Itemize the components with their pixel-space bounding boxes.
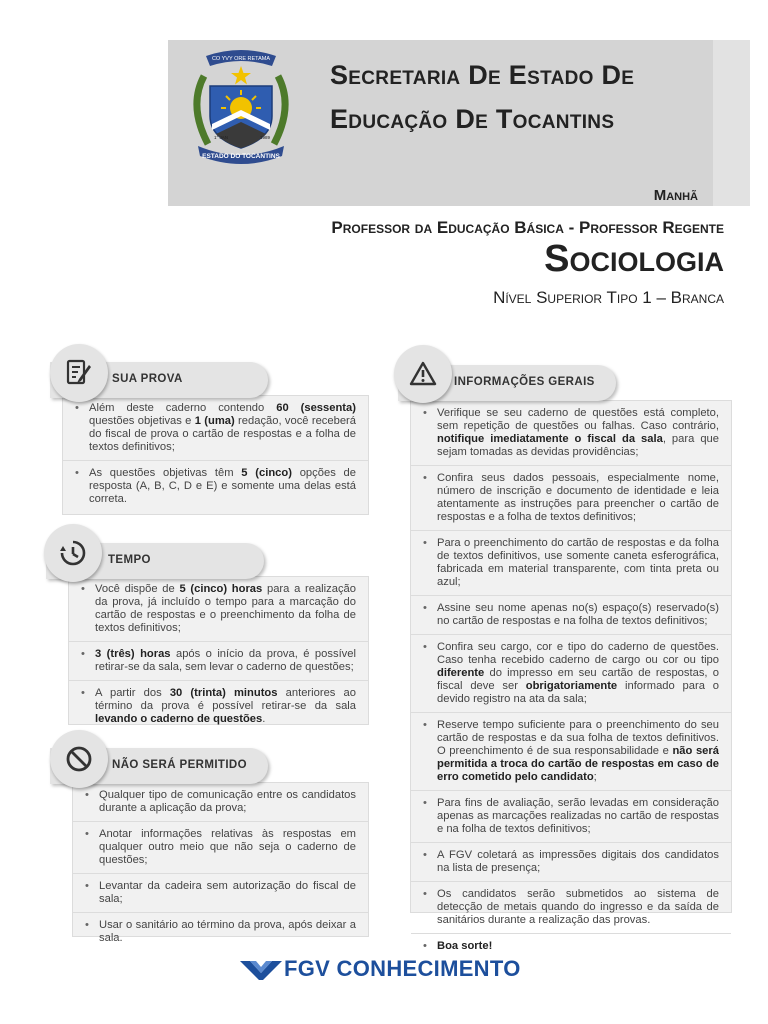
exam-level-type: Nível Superior Tipo 1 – Branca [493,288,724,307]
nao-permitido-title: NÃO SERÁ PERMITIDO [112,759,247,771]
sua-prova-list [63,396,368,512]
list-item: • Você dispõe de 5 (cinco) horas para a realização da prova, já incluído o tempo para a marcação do cartão de respostas e o preenchimento da folha de textos definitivos; [69,577,368,642]
prohibited-icon [65,745,93,773]
list-item: • As questões objetivas têm 5 (cinco) opções de resposta (A, B, C, D e E) e somente uma delas está correta. [63,461,368,512]
nao-permitido-icon-badge [50,730,108,788]
list-item: • Os candidatos serão submetidos ao sistema de detecção de metais quando do ingresso e da saída de sanitários durante a realização das provas. [411,882,731,934]
sua-prova-title: SUA PROVA [112,373,183,385]
informacoes-list [411,401,731,959]
list-item: • A partir dos 30 (trinta) minutos anteriores ao término da prova é possível retirar-se da sala levando o caderno de questões. [69,681,368,732]
fgv-chevron-icon [240,959,282,981]
exam-shift: Manhã [653,187,698,204]
warning-icon [409,360,437,388]
sua-prova-icon-badge [50,344,108,402]
list-item: • Boa sorte! [411,934,731,959]
state-emblem [186,46,296,164]
list-item: • A FGV coletará as impressões digitais dos candidatos na lista de presença; [411,843,731,882]
exam-subject: Sociologia [544,238,724,280]
list-item: • 3 (três) horas após o início da prova, é possível retirar-se da sala, sem levar o caderno de questões; [69,642,368,681]
fgv-logo [240,956,540,982]
list-item: • Levantar da cadeira sem autorização do fiscal de sala; [73,874,368,913]
list-item: • Reserve tempo suficiente para o preenchimento do seu cartão de respostas e da sua folha de textos definitivos. O preenchimento é de sua responsabilidade e não será permitida a troca do cartão de respostas em caso de erro cometido pelo candidato; [411,713,731,791]
organization-title-line1: Secretaria De Estado De [330,60,635,90]
list-item: • Verifique se seu caderno de questões está completo, sem repetição de questões ou falhas. Caso contrário, notifique imediatamente o fiscal da sala, para que sejam tomadas as devidas providências; [411,401,731,466]
organization-title-line2: Educação De Tocantins [330,104,615,134]
tempo-list [69,577,368,732]
list-item: • Para fins de avaliação, serão levadas em consideração apenas as marcações realizadas no cartão de respostas e na folha de textos definitivos; [411,791,731,843]
list-item: • Anotar informações relativas às respostas em qualquer outro meio que não seja o caderno de questões; [73,822,368,874]
list-item: • Usar o sanitário ao término da prova, após deixar a sala. [73,913,368,951]
nao-permitido-list [73,783,368,951]
emblem-date-left: 1° JAN [214,135,229,140]
nao-permitido-panel [72,782,369,944]
coat-of-arms-icon [186,46,296,164]
list-item: • Além deste caderno contendo 60 (sessenta) questões objetivas e 1 (uma) redação, você receberá do fiscal de prova o cartão de respostas e a folha de textos definitivos; [63,396,368,461]
emblem-name-text: ESTADO DO TOCANTINS [202,153,280,160]
list-item: • Confira seus dados pessoais, especialmente nome, número de inscrição e documento de identidade e leia atentamente as instruções para preencher o cartão de respostas e a folha de textos definitivos; [411,466,731,531]
informacoes-icon-badge [394,345,452,403]
emblem-banner-text: CO YVY ORE RETAMA [211,56,271,62]
fgv-logo-text: FGV CONHECIMENTO [284,956,521,981]
tempo-icon-badge [44,524,102,582]
list-item: • Qualquer tipo de comunicação entre os candidatos durante a aplicação da prova; [73,783,368,822]
list-item: • Assine seu nome apenas no(s) espaço(s) reservado(s) no cartão de respostas e na folha de textos definitivos; [411,596,731,635]
emblem-date-right: 1989 [260,135,271,140]
tempo-panel [68,576,369,725]
sua-prova-panel [62,395,369,515]
job-position: Professor da Educação Básica - Professor Regente [331,218,724,237]
informacoes-panel [410,400,732,952]
tempo-title: TEMPO [108,554,151,566]
list-item: • Confira seu cargo, cor e tipo do caderno de questões. Caso tenha recebido caderno de cargo ou cor ou tipo diferente do impresso em seu cartão de respostas, o fiscal deve ser obrigatoriamente informado para o devido registro na ata da sala; [411,635,731,713]
clock-icon [59,539,87,567]
pencil-document-icon [65,359,93,387]
list-item: • Para o preenchimento do cartão de respostas e da folha de textos definitivos, use somente caneta esferográfica, fabricada em material transparente, com tinta preta ou azul; [411,531,731,596]
informacoes-title: INFORMAÇÕES GERAIS [454,376,595,388]
